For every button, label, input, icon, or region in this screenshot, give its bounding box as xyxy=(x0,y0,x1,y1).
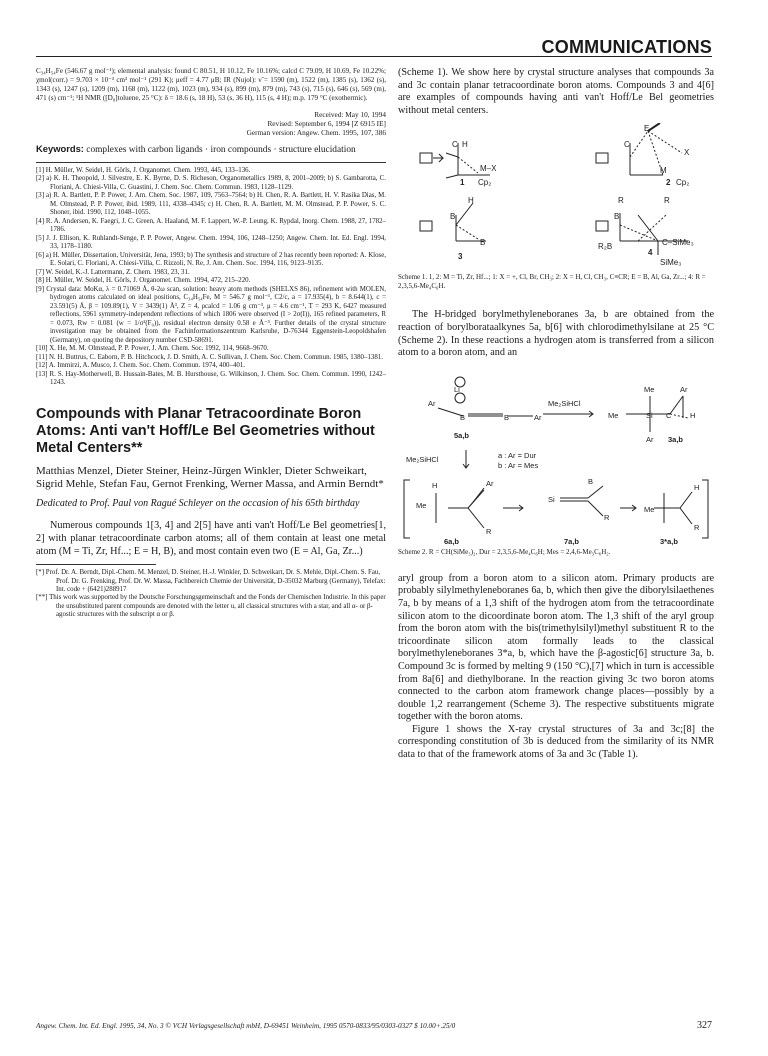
atom-label: H xyxy=(690,410,696,420)
atom-label: B xyxy=(504,412,510,422)
reference-item: [4] R. A. Andersen, K. Faegri, J. C. Green, A. Haaland, M. F. Lappert, W.-P. Leung, K. Rypdal, Inorg. Chem. 1988, 27, 1782–1786. xyxy=(36,217,386,234)
atom-label: C xyxy=(624,140,630,150)
atom-label: R xyxy=(486,526,492,536)
atom-label: Ar xyxy=(646,434,654,444)
reference-item: [3] a) R. A. Bartlett, P. P. Power, J. Am. Chem. Soc. 1987, 109, 7563–7564; b) H. Chen, R. A. Bartlett, H. V. Rasika Dias, M. M. Olmstead, P. P. Power, ibid. 1989, 111, 4338–4345; c) H. Chen, R. A. Bartlett, M. M. Olmstead, P. P. Power, S. C. Shoner, ibid. 1990, 112, 1048–1055. xyxy=(36,192,386,217)
hollow-arrow-icon xyxy=(420,221,432,231)
arrow-icon xyxy=(433,154,443,162)
paragraph-intro-continued: (Scheme 1). We show here by crystal structure analyses that compounds 3a and 3c contain planar tetracoordinate boron atoms. Compounds 3 and 4[6] are examples of compounds having anti van't Hoff/Le Bel geometries without metal centers. xyxy=(398,67,714,116)
atom-label: X xyxy=(684,148,690,158)
keywords-label: Keywords: xyxy=(36,143,84,155)
scheme-2-reaction xyxy=(398,368,714,548)
atom-label: Me xyxy=(644,384,655,394)
atom-label: R₂B xyxy=(598,242,613,252)
compound-number: 3*a,b xyxy=(660,536,678,546)
german-version-line: German version: Angew. Chem. 1995, 107, 386 xyxy=(246,128,386,138)
atom-label: B xyxy=(450,212,456,222)
legend-b: b : Ar = Mes xyxy=(498,460,539,470)
atom-label: Ar xyxy=(534,412,542,422)
compound-number: 3 xyxy=(458,252,463,262)
atom-label: C xyxy=(452,140,458,150)
received-line: Received: May 10, 1994 xyxy=(314,110,386,120)
atom-label: B xyxy=(588,476,594,486)
atom-label: Me xyxy=(608,410,619,420)
scheme-2-caption: Scheme 2. R = CH(SiMe₃)₂, Dur = 2,3,5,6-Me₄C₆H; Mes = 2,4,6-Me₃C₆H₂. xyxy=(398,547,611,556)
reference-item: [12] A. Immirzi, A. Musco, J. Chem. Soc. Chem. Commun. 1974, 400–401. xyxy=(36,362,246,370)
atom-label: B xyxy=(460,412,466,422)
reference-item: [1] H. Müller, W. Seidel, H. Görls, J. Organomet. Chem. 1993, 445, 133–136. xyxy=(36,166,251,174)
page-footer xyxy=(36,1022,712,1030)
atom-label: Me xyxy=(416,500,427,510)
header-rule xyxy=(36,56,712,57)
compound-number: 6a,b xyxy=(444,536,460,546)
atom-label: Li xyxy=(454,384,460,394)
atom-label: H xyxy=(432,480,438,490)
scheme-1-structures xyxy=(398,123,714,273)
atom-label: B xyxy=(480,238,486,248)
atom-label: R xyxy=(604,512,610,522)
analysis-data: C₃₄H₅₄Fe (546.67 g mol⁻¹); elemental analysis: found C 80.51, H 10.12, Fe 10.16%; calcd C 79.09, H 10.69, Fe 10.22%; χmol(corr.) = 9.703 × 10⁻³ cm³ mol⁻¹ (291 K); μeff = 4.77 μB; IR (Nujol): ν̃ = 1590 (m), 1522 (m), 1385 (s), 1362 (s), 1343 (s), 1247 (s), 1209 (m), 1168 (m), 1122 (m), 1023 (m), 934 (s), 899 (m), 879 (m), 743 (s), 715 (s), 646 (s), 569 (m), 471 (s) cm⁻¹; ¹H NMR ([D₈]toluene, 25 °C): δ = 18.6 (s, 18 H), 53 (s, 36 H), 115 (s, 4 H); m.p. 179 °C (exothermic). xyxy=(36,67,386,103)
reference-item: [5] J. J. Ellison, K. Ruhlandt-Senge, P. P. Power, Angew. Chem. 1994, 106, 1248–1250; Angew. Chem. Int. Ed. Engl. 1994, 33, 1178–1180. xyxy=(36,234,386,251)
keywords-text: complexes with carbon ligands · iron compounds · structure elucidation xyxy=(83,145,356,156)
legend-a: a : Ar = Dur xyxy=(498,450,537,460)
reference-item: [9] Crystal data: MoKα, λ = 0.71069 Å, θ-2ω scan, solution: heavy atom methods (SHELXS 86), refinement with MOLEN, hydrogen atoms calculated on ideal positions, C₃₄H₅₄Fe, M = 546.7 g mol⁻¹, C2/c, a = 17.935(4), b = 8.644(1), c = 23.591(5) Å, β = 109.89(1), V = 3439(1) Å³, Z = 4, ρcalcd = 1.06 g cm⁻³, μ = 4.6 cm⁻¹, T = 293 K, 6427 measured reflections, 5961 symmetry-independent reflections of which 1806 were observed (I > 2σ(I)), 165 refined parameters, R = 0.073, Rw = 0.081 (w = 1/σ²(F₀)), residual electron density 0.58 e Å⁻³. Further details of the crystal structure investigation may be obtained from the Fachinformationszentrum Karlsruhe, D-76344 Eggenstein-Leopoldshafen (Germany), on quoting the depository number CSD-58691. xyxy=(36,285,386,344)
article-title: Compounds with Planar Tetracoordinate Boron Atoms: Anti van't Hoff/Le Bel Geometries without Metal Centers** xyxy=(36,405,375,456)
hollow-arrow-icon xyxy=(596,221,608,231)
atom-label: H xyxy=(468,196,474,206)
reference-item: [8] H. Müller, W. Seidel, H. Görls, J. Organomet. Chem. 1994, 472, 215–220. xyxy=(36,277,251,285)
atom-label: B xyxy=(614,212,620,222)
compound-number: 3a,b xyxy=(668,434,684,444)
references-rule xyxy=(36,162,386,163)
paragraph-mechanism: aryl group from a boron atom to a silicon atom. Primary products are probably silylmethyleneboranes 6a, b, which then give the diborylsilaethenes 7a, b by means of a 1,3 shift of the hydrogen atom from the tetracoordinate silicon atom to the dicoordinate boron atom. The 1,3 shift of the aryl group from the boron atom with the bis(trimethylsilyl)methyl substituent R to the tricoordinate silicon atom formally leads to the classical borylmethyleneboranes 3*a, b, which have the β-agostic[6] structure 3a, b. Compound 3c is formed by melting 9 (150 °C),[7] which in turn is accessible from 8a[6] and diethylborane. In the reaction giving 3c two boron atoms connected to the carbon atom framework change places—possibly by a double 1,2 rearrangement (Scheme 3). The respective substituents migrate together with the boron atoms. xyxy=(398,572,714,723)
left-column xyxy=(36,67,386,620)
compound-number: 7a,b xyxy=(564,536,580,546)
scheme-1-caption: Scheme 1. 1, 2: M = Ti, Zr, Hf...; 1: X = +, Cl, Br, CH₃; 2: X = H, Cl, CH₃, C≡CR; E = B, Al, Ga, Zr...; 4: R = 2,3,5,6-Me₄C₆H. xyxy=(398,273,706,291)
paragraph-figure-1: Figure 1 shows the X-ray crystal structures of 3a and 3c;[8] the corresponding constitution of 3b is deduced from the similarity of its NMR data to that of the framework atoms of 3a and 3c (Table 1). xyxy=(398,723,714,761)
footnote-rule xyxy=(36,564,156,565)
compound-number: 1 xyxy=(460,178,465,188)
reference-item: [6] a) H. Müller, Dissertation, Universität, Jena, 1993; b) The synthesis and structure of 2 has recently been reported: A. Klose, E. Solari, C. Floriani, A. Chiesi-Villa, C. Rizzoli, N. Re, J. Am. Chem. Soc. 1994, 116, 9123–9135. xyxy=(36,251,386,268)
right-column xyxy=(398,67,714,762)
hollow-arrow-icon xyxy=(596,153,608,163)
minus-charge-icon xyxy=(455,393,465,403)
atom-label: R xyxy=(694,522,700,532)
acknowledgement-footnote: [**] This work was supported by the Deutsche Forschungsgemeinschaft and the Fonds der Chemischen Industrie. In this paper the unsubstituted parent compounds are denoted with the letter u, all classical structures with a star, and all α- or β-agostic structures with the subscript α or β. xyxy=(36,594,386,619)
reference-item: [13] R. S. Hay-Motherwell, B. Hussain-Bates, M. B. Hursthouse, G. Wilkinson, J. Chem. Soc. Chem. Commun. 1990, 1242–1243. xyxy=(36,370,386,387)
compound-number: 4 xyxy=(648,248,653,258)
hollow-arrow-icon xyxy=(420,153,432,163)
atom-label: C–SiMe₃ xyxy=(662,238,694,248)
atom-label: SiMe₃ xyxy=(660,258,682,268)
author-list: Matthias Menzel, Dieter Steiner, Heinz-Jürgen Winkler, Dieter Schweikart, Sigrid Mehle, Stefan Fau, Gernot Frenking, Werner Massa, and Armin Berndt* xyxy=(36,464,384,491)
compound-number: 5a,b xyxy=(454,430,470,440)
atom-label: Me xyxy=(644,504,655,514)
atom-label: H xyxy=(462,140,468,150)
section-header: COMMUNICATIONS xyxy=(541,37,712,57)
atom-label: M xyxy=(660,166,667,176)
page-number: 327 xyxy=(697,1020,712,1031)
paragraph-synthesis: The H-bridged borylmethyleneboranes 3a, b are obtained from the reaction of borylborataalkynes 5a, b[6] with chlorodimethylsilane at 25 °C (Scheme 2). In these reactions a hydrogen atom is transferred from a silicon atom to a boron atom, and an xyxy=(398,309,714,359)
atom-label: Si xyxy=(646,410,653,420)
atom-label: R xyxy=(618,196,624,206)
reagent-label: Me₂SiHCl xyxy=(548,398,581,408)
atom-label: Ar xyxy=(680,384,688,394)
reagent-label: Me₂SiHCl xyxy=(406,454,439,464)
reference-item: [7] W. Seidel, K.-J. Lattermann, Z. Chem. 1983, 23, 31. xyxy=(36,268,190,276)
atom-label: Ar xyxy=(428,398,436,408)
atom-label: Ar xyxy=(486,478,494,488)
journal-citation: Angew. Chem. Int. Ed. Engl. 1995, 34, No. 3 © VCH Verlagsgesellschaft mbH, D-69451 Weinheim, 1995 0570-0833/95/0303-0327 $ 10.00+.25/0 xyxy=(36,1022,456,1030)
revised-line: Revised: September 6, 1994 [Z 6915 IE] xyxy=(267,119,386,129)
atom-label: H xyxy=(694,482,700,492)
received-dates xyxy=(36,110,386,137)
atom-label: Cp₂ xyxy=(478,178,492,188)
atom-label: E xyxy=(644,124,650,134)
atom-label: Si xyxy=(548,494,555,504)
reference-item: [10] X. He, M. M. Olmstead, P. P. Power, J. Am. Chem. Soc. 1992, 114, 9668–9670. xyxy=(36,345,269,353)
keywords xyxy=(36,143,386,157)
affiliation-footnote: [*] Prof. Dr. A. Berndt, Dipl.-Chem. M. Menzel, D. Steiner, H.-J. Winkler, D. Schweikart, Dr. S. Mehle, Dipl.-Chem. S. Fau, Prof. Dr. G. Frenking, Prof. Dr. W. Massa, Fachbereich Chemie der Universität, D-35032 Marburg (Germany), Telefax: Int. code + (6421)288917 xyxy=(36,569,386,593)
atom-label: C xyxy=(666,410,672,420)
atom-label: M–X xyxy=(480,164,497,174)
reference-item: [2] a) K. H. Theopold, J. Silvestre, E. K. Byrne, D. S. Richeson, Organometallics 1989, 8, 2001–2009; b) S. Gambarotta, C. Floriani, A. Chiesi-Villa, C. Guastini, J. Chem. Soc. Chem. Commun. 1983, 1128–1129. xyxy=(36,175,386,191)
atom-label: Cp₂ xyxy=(676,178,690,188)
references-list xyxy=(36,167,386,388)
dedication: Dedicated to Prof. Paul von Ragué Schleyer on the occasion of his 65th birthday xyxy=(36,497,360,509)
reference-item: [11] N. H. Buttrus, C. Eaborn, P. B. Hitchcock, J. D. Smith, A. C. Sullivan, J. Chem. Soc. Chem. Commun. 1985, 1380–1381. xyxy=(36,353,383,361)
compound-number: 2 xyxy=(666,178,671,188)
intro-paragraph: Numerous compounds 1[3, 4] and 2[5] have anti van't Hoff/Le Bel geometries[1, 2] with planar tetracoordinate carbon atoms; all of them contain at least one metal atom (M = Ti, Zr, Hf...; E = H, B), and most contain even two (E = Al, Ga, Zr...) xyxy=(36,520,386,557)
atom-label: R xyxy=(664,196,670,206)
